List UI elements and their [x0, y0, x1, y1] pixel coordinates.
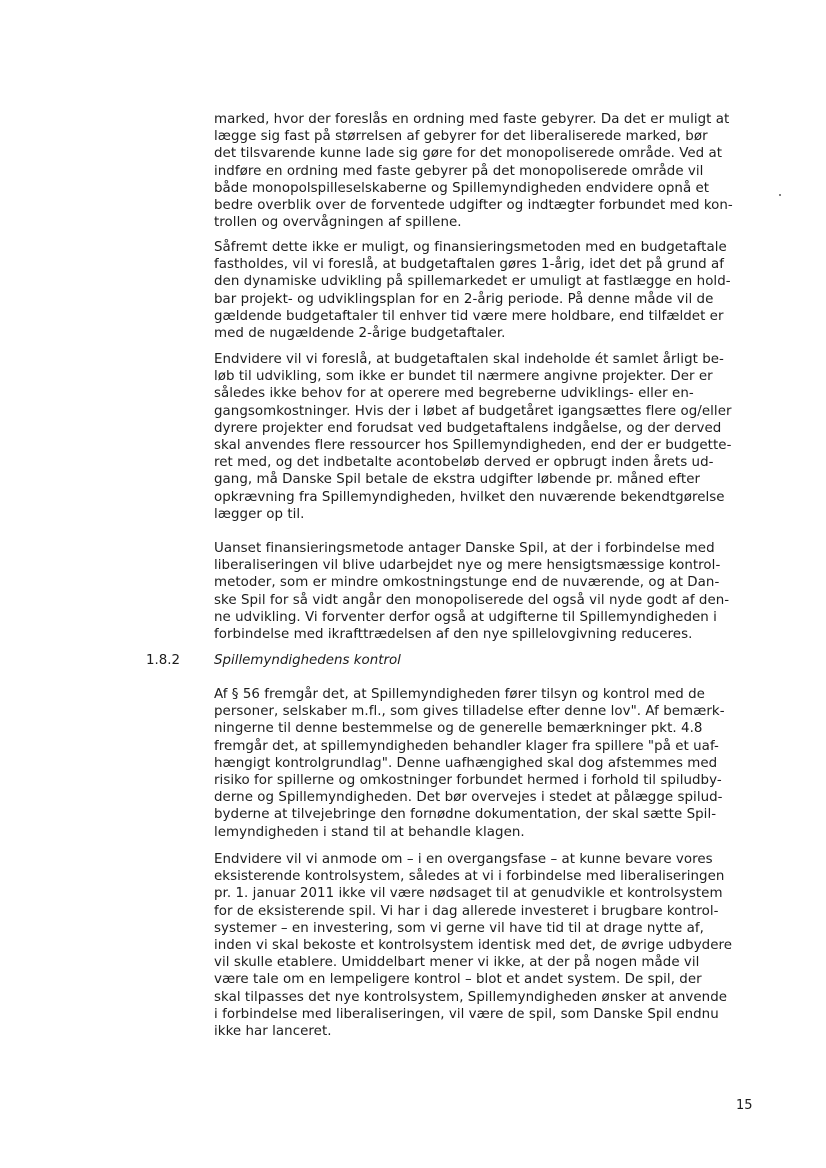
text-line: metoder, som er mindre omkostningstunge end de nuværende, og at Dan-	[214, 575, 720, 591]
text-line: hængigt kontrolgrundlag". Denne uafhængighed skal dog afstemmes med	[214, 755, 718, 771]
text-line: i forbindelse med liberaliseringen, vil være de spil, som Danske Spil endnu	[214, 1006, 719, 1022]
text-line: indføre en ordning med faste gebyrer på det monopoliserede område vil	[214, 163, 704, 179]
text-line: skal anvendes flere ressourcer hos Spillemyndigheden, end der er budgette-	[214, 437, 732, 453]
text-line: for de eksisterende spil. Vi har i dag allerede investeret i brugbare kontrol-	[214, 903, 719, 919]
text-line: inden vi skal bekoste et kontrolsystem identisk med det, de øvrige udbydere	[214, 937, 733, 953]
text-line: Endvidere vil vi anmode om – i en overgangsfase – at kunne bevare vores	[214, 852, 713, 867]
text-line: både monopolspilleselskaberne og Spillemyndigheden endvidere opnå et	[214, 180, 710, 196]
text-line: forbindelse med ikrafttrædelsen af den nye spillelovgivning reduceres.	[214, 626, 693, 642]
text-line: vil skulle etablere. Umiddelbart mener vi ikke, at der på nogen måde vil	[214, 955, 700, 971]
text-line: marked, hvor der foreslås en ordning med faste gebyrer. Da det er muligt at	[214, 112, 730, 127]
text-line: opkrævning fra Spillemyndigheden, hvilket den nuværende bekendtgørelse	[214, 489, 725, 505]
text-line: bar projekt- og udviklingsplan for en 2-årig periode. På denne måde vil de	[214, 291, 714, 307]
paragraph-financing-method	[214, 540, 774, 643]
text-line: løb til udvikling, som ikke er bundet til nærmere angivne projekter. Der er	[214, 369, 713, 385]
text-line: Såfremt dette ikke er muligt, og finansieringsmetoden med en budgetaftale	[214, 240, 727, 255]
text-line: eksisterende kontrolsystem, således at vi i forbindelse med liberaliseringen	[214, 869, 725, 885]
text-line: systemer – en investering, som vi gerne vil have tid til at drage nytte af,	[214, 920, 704, 936]
text-line: pr. 1. januar 2011 ikke vil være nødsaget til at genudvikle et kontrolsystem	[214, 886, 723, 902]
text-line: dyrere projekter end forudsat ved budgetaftalens indgåelse, og der derved	[214, 420, 722, 436]
text-line: ret med, og det indbetalte acontobeløb derved er opbrugt inden årets ud-	[214, 455, 714, 471]
margin-mark	[779, 194, 781, 196]
text-line: ningerne til denne bestemmelse og de generelle bemærkninger pkt. 4.8	[214, 721, 703, 737]
text-line: Uanset finansieringsmetode antager Danske Spil, at der i forbindelse med	[214, 541, 715, 556]
text-line: den dynamiske udvikling på spillemarkedet er umuligt at fastlægge en hold-	[214, 274, 731, 290]
text-line: bedre overblik over de forventede udgifter og indtægter forbundet med kon-	[214, 197, 733, 213]
section-number: 1.8.2	[146, 653, 181, 668]
text-line: Endvidere vil vi foreslå, at budgetaftalen skal indeholde ét samlet årligt be-	[214, 352, 724, 367]
paragraph-fixed-fees	[214, 111, 774, 231]
paragraph-supervision	[214, 686, 774, 841]
text-line: derne og Spillemyndigheden. Det bør overvejes i stedet at pålægge spilud-	[214, 790, 723, 806]
text-line: skal tilpasses det nye kontrolsystem, Spillemyndigheden ønsker at anvende	[214, 989, 728, 1005]
text-line: byderne at tilvejebringe den fornødne dokumentation, der skal sætte Spil-	[214, 807, 717, 823]
text-line: trollen og overvågningen af spillene.	[214, 215, 462, 231]
text-line: ikke har lanceret.	[214, 1023, 332, 1039]
text-line: lemyndigheden i stand til at behandle klagen.	[214, 824, 525, 840]
text-line: gældende budgetaftaler til enhver tid være mere holdbare, end tilfældet er	[214, 308, 724, 324]
paragraph-control-system	[214, 851, 774, 1040]
text-line: liberaliseringen vil blive udarbejdet nye og mere hensigtsmæssige kontrol-	[214, 558, 721, 574]
text-line: gangsomkostninger. Hvis der i løbet af budgetåret igangsættes flere og/eller	[214, 403, 732, 419]
text-line: det tilsvarende kunne lade sig gøre for det monopoliserede område. Ved at	[214, 146, 723, 162]
text-line: således ikke behov for at operere med begreberne udviklings- eller en-	[214, 386, 694, 402]
page-number: 15	[736, 1098, 753, 1113]
text-line: ske Spil for så vidt angår den monopoliserede del også vil nyde godt af den-	[214, 592, 730, 608]
text-line: ne udvikling. Vi forventer derfor også at udgifterne til Spillemyndigheden i	[214, 609, 717, 625]
paragraph-budget-agreement	[214, 239, 774, 342]
text-line: Af § 56 fremgår det, at Spillemyndigheden fører tilsyn og kontrol med de	[214, 687, 705, 702]
section-title: Spillemyndighedens kontrol	[214, 653, 401, 668]
text-line: personer, selskaber m.fl., som gives tilladelse efter denne lov". Af bemærk-	[214, 704, 725, 720]
text-line: lægge sig fast på størrelsen af gebyrer for det liberaliserede marked, bør	[214, 129, 708, 145]
text-line: fremgår det, at spillemyndigheden behandler klager fra spillere "på et uaf-	[214, 738, 719, 754]
text-line: lægger op til.	[214, 506, 305, 522]
text-line: være tale om en lempeligere kontrol – blot et andet system. De spil, der	[214, 972, 702, 988]
text-line: gang, må Danske Spil betale de ekstra udgifter løbende pr. måned efter	[214, 472, 701, 488]
text-line: risiko for spillerne og omkostninger forbundet hermed i forhold til spiludby-	[214, 772, 722, 788]
paragraph-development-amount	[214, 351, 774, 523]
text-line: fastholdes, vil vi foreslå, at budgetaftalen gøres 1-årig, idet det på grund af	[214, 257, 725, 273]
text-line: med de nugældende 2-årige budgetaftaler.	[214, 325, 506, 341]
